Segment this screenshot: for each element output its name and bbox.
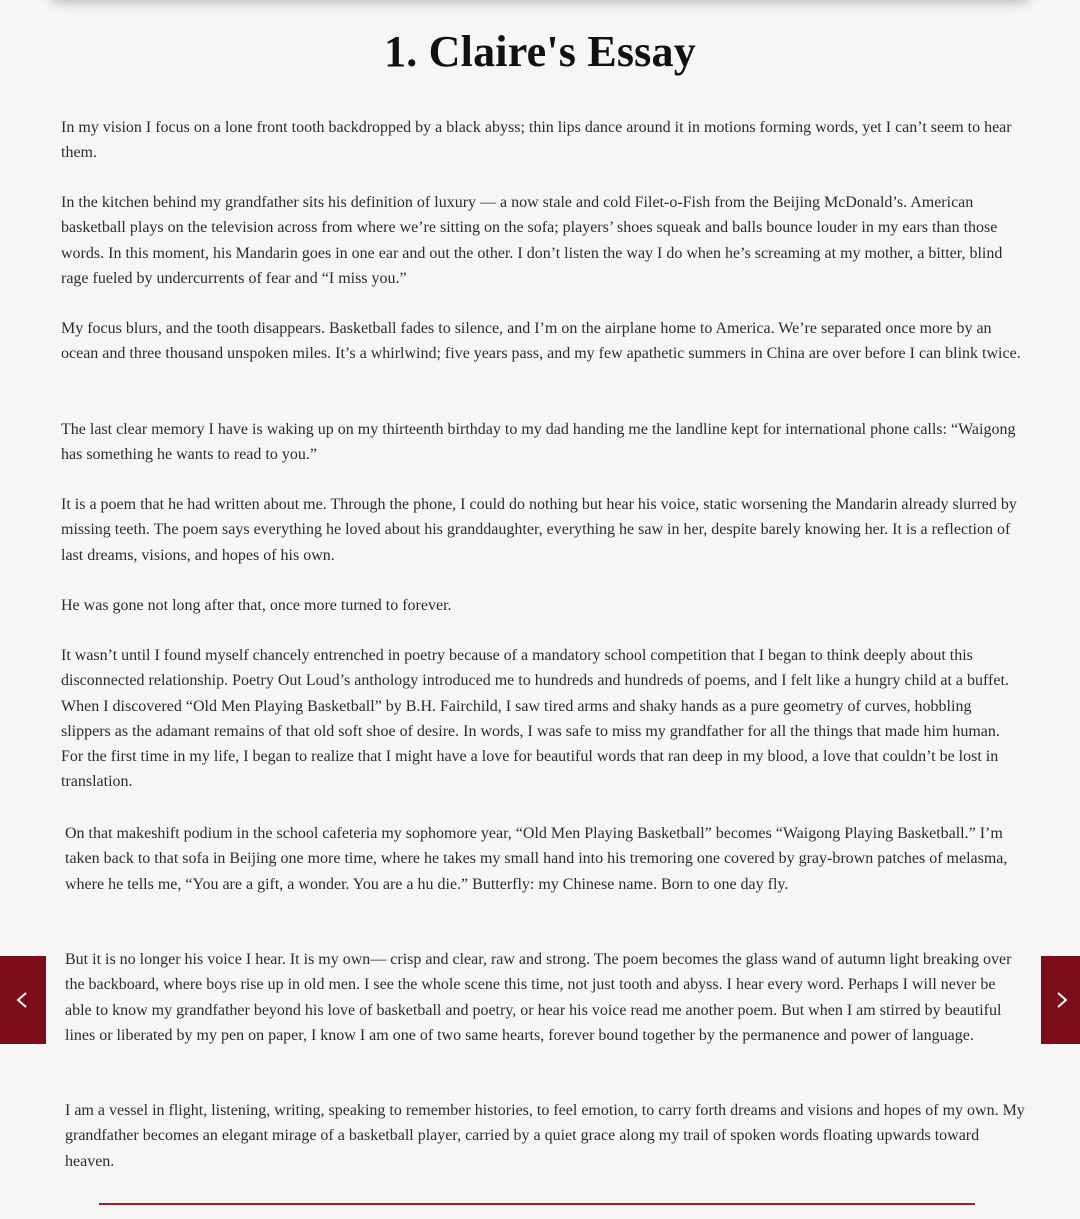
essay-paragraph-8: On that makeshift podium in the school cafeteria my sophomore year, “Old Men Playing Basketball” becomes “Waigong Playing Basketball.” I’m taken back to that sofa in Beijing one more time, where he takes my small hand into his tremoring one covered by gray-brown patches of melasma, where he tells me, “You are a gift, a wonder. You are a hu die.” Butterfly: my Chinese name. Born to one day fly. <box>65 825 1008 893</box>
essay-paragraph-5: It is a poem that he had written about me. Through the phone, I could do nothing but hear his voice, static worsening the Mandarin already slurred by missing teeth. The poem says everything he loved about his granddaughter, everything he saw in her, despite barely knowing her. It is a reflection of last dreams, visions, and hopes of his own. <box>61 496 1017 564</box>
chevron-right-icon <box>1051 990 1071 1010</box>
next-button[interactable] <box>1041 956 1080 1044</box>
page-title: 1. Claire's Essay <box>384 27 696 76</box>
previous-button[interactable] <box>0 956 46 1044</box>
essay-paragraph-7: It wasn’t until I found myself chancely entrenched in poetry because of a mandatory school competition that I began to think deeply about this disconnected relationship. Poetry Out Loud’s anthology introduced me to hundreds and hundreds of poems, and I felt like a hungry child at a buffet. When I discovered “Old Men Playing Basketball” by B.H. Fairchild, I saw tired arms and shaky hands as a pure geometry of curves, hobbling slippers as the adamant remains of that old soft shoe of desire. In words, I was safe to miss my grandfather for all the things that made him human. For the first time in my life, I began to realize that I might have a love for beautiful words that ran deep in my blood, a love that couldn’t be lost in translation. <box>61 647 1009 791</box>
essay-paragraph-1: In my vision I focus on a lone front tooth backdropped by a black abyss; thin lips dance around it in motions forming words, yet I can’t seem to hear them. <box>61 119 1012 162</box>
essay-paragraph-6: He was gone not long after that, once more turned to forever. <box>61 597 452 614</box>
chevron-left-icon <box>13 990 33 1010</box>
essay-paragraph-4: The last clear memory I have is waking up on my thirteenth birthday to my dad handing me the landline kept for international phone calls: “Waigong has something he wants to read to you.” <box>61 421 1016 464</box>
essay-paragraph-2: In the kitchen behind my grandfather sits his definition of luxury — a now stale and cold Filet-o-Fish from the Beijing McDonald’s. American basketball plays on the television across from where we’re sitting on the sofa; players’ shoes squeak and balls bounce louder in my ears than those words. In this moment, his Mandarin goes in one ear and out the other. I don’t listen the way I do when he’s screaming at my mother, a bitter, blind rage fueled by undercurrents of fear and “I miss you.” <box>61 194 1003 287</box>
bottom-divider <box>99 1203 975 1205</box>
essay-paragraph-9: But it is no longer his voice I hear. It is my own— crisp and clear, raw and strong. The poem becomes the glass wand of autumn light breaking over the backboard, where boys rise up in old men. I see the whole scene this time, not just tooth and abyss. I hear every word. Perhaps I will never be able to know my grandfather beyond his love of basketball and poetry, or hear his voice read me another poem. But when I am stirred by beautiful lines or liberated by my pen on paper, I know I am one of two same hearts, forever bound together by the permanence and power of language. <box>65 951 1012 1044</box>
essay-paragraph-10: I am a vessel in flight, listening, writing, speaking to remember histories, to feel emotion, to carry forth dreams and visions and hopes of my own. My grandfather becomes an elegant mirage of a basketball player, carried by a quiet grace along my trail of spoken words floating upwards toward heaven. <box>65 1102 1025 1170</box>
essay-paragraph-3: My focus blurs, and the tooth disappears. Basketball fades to silence, and I’m on the airplane home to America. We’re separated once more by an ocean and three thousand unspoken miles. It’s a whirlwind; five years pass, and my few apathetic summers in China are over before I can blink twice. <box>61 320 1021 363</box>
